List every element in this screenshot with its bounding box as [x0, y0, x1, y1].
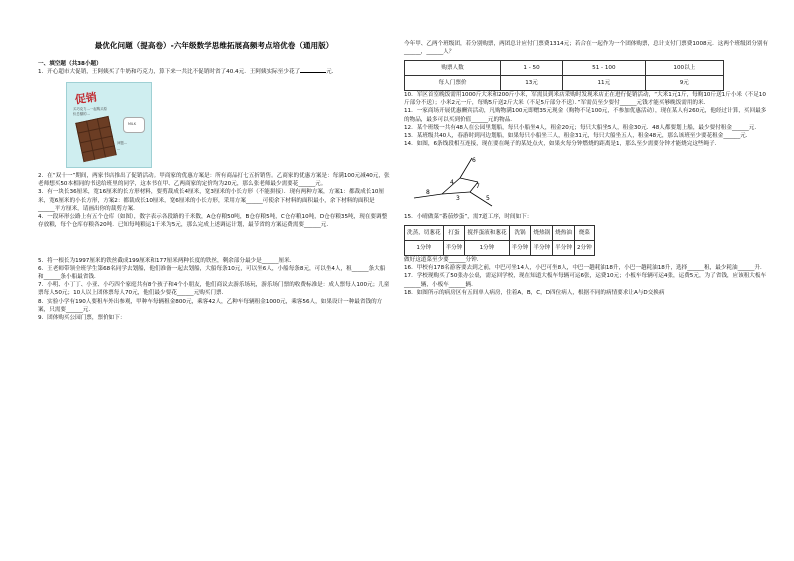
step-cell: 烧热锅 — [531, 226, 553, 241]
step-cell: 洗锅 — [509, 226, 531, 241]
question-15: 15．小晴做菜“番茄炒蛋”，需7道工序，时间如下： — [404, 214, 533, 221]
cooking-steps-table — [404, 225, 595, 256]
ticket-price-cell: 11元 — [563, 76, 646, 91]
step-cell: 烧菜 — [574, 226, 594, 241]
question-3: 3．有一块长36厘米，宽16厘米的长方形材料，要剪裁成长4厘米，宽3厘米的小长方形（不能拼接）．现有两种方案，方案1：都裁成长10厘米，宽6厘米的小长方形，方案2：都裁成长10厘米，宽6厘米的小长方形，采用方案______可使余下材料的面积最小，余下材料的面积是______平方厘米，请画出你的裁剪方案． — [38, 189, 385, 212]
ticket-header-cell: 51 - 100 — [563, 61, 646, 76]
step-cell: 搅拌蛋液和葱花 — [465, 226, 509, 241]
time-cell: 2分钟 — [574, 241, 594, 256]
promo-text-2: 价总额的… — [73, 112, 90, 117]
ticket-price-cell: 每人门票价 — [405, 76, 501, 91]
page-title: 最优化问题（提高卷）-六年级数学思维拓展高频考点培优卷（通用版） — [94, 41, 334, 50]
ticket-header-cell: 100以上 — [645, 61, 723, 76]
promo-image — [66, 82, 152, 168]
ticket-header-cell: 购票人数 — [405, 61, 501, 76]
rope-label: 4 — [450, 178, 454, 186]
question-11: 11．一家商场开展优惠酬宾活动，凡购物满100元即赠35元现金（购物不足100元，不参加优惠活动），现在某人有260元，他经过计算，买回最多的物品，最多可以买到价值______元的物品． — [404, 108, 767, 123]
step-cell: 烧热油 — [553, 226, 575, 241]
question-9: 9．团体购买公园门票，票价如下： — [38, 314, 126, 321]
promo-text-4: … — [117, 147, 121, 152]
question-14: 14．如图，6条线段相互连接，现在要在绳子的某处点火，如果火每分钟燃烧的距离是1，那么至少需要分钟才能烧完这些绳子． — [404, 140, 721, 147]
ticket-header-cell: 1 - 50 — [501, 61, 563, 76]
rope-label: 7 — [476, 182, 480, 190]
question-4: 4．一段环形公路上有五个仓库（如图），数字表示各段路的千米数，A仓存粮50吨，B仓存粮5吨，C仓存粮10吨，D仓存粮35吨，现在要调整存放粮，每个仓库存粮各20吨．已知每吨粮运1千米为5元，那么完成上述调运计划，最节省的方案运费需要______元． — [38, 213, 388, 228]
rope-label: 6 — [472, 156, 476, 164]
step-cell: 洗蒸，切葱花 — [405, 226, 444, 241]
question-1: 1．开心超市大促销，王阿姨买了牛奶和巧克力，算下来一共比不促销时省了40.4元．王阿姨实际至少花了 元． — [38, 69, 338, 76]
time-cell: 1分钟 — [405, 241, 444, 256]
question-2: 2．在“双十一”期间，两家书店推出了促销活动。甲商家的优惠方案是：所有商品打七五折销售。乙商家的优惠方案是：每满100元减40元，张老师想买50本相同的书送给班里的同学，这本书在甲、乙两商家的定价均为20元，那么张老师最少需要花______元。 — [38, 173, 390, 188]
promo-badge: 促销 — [74, 90, 98, 107]
question-15-answer: 做好这道菜至少要______分钟． — [404, 257, 483, 264]
question-9-continued: 今年甲、乙两个班级团，若分别购票，两团总计应付门票费1314元；若合在一起作为一个团体购票，总计支付门票费1008元．这两个班级团分别有______，______人？ — [404, 41, 769, 56]
left-column — [38, 60, 390, 322]
ticket-price-cell: 9元 — [645, 76, 723, 91]
step-cell: 打蛋 — [443, 226, 465, 241]
question-16: 16．甲校有178名游客要去到之前，中巴可坐14人，小巴可坐8人，中巴一趟耗油18升，小巴一趟耗油18升，选择______租，最少耗油______升． — [404, 265, 766, 272]
time-cell: 半分钟 — [553, 241, 575, 256]
question-5: 5．将一根长为1997厘米的铁丝截成199厘米和177厘米两种长度的铁丝，剩余部分最少是______厘米． — [38, 257, 296, 264]
question-13: 13．某班级共40人，春游时到河边划船，如果每只小船坐三人，租金31元，每只大船坐五人，租金48元，那么该班至少要花租金______元． — [404, 132, 752, 139]
ticket-price-table — [404, 60, 724, 91]
question-8: 8．实验小学有190人要租车外出参观，甲种车每辆租金800元，乘客42人，乙种车每辆租金1000元，乘客56人，如果设计一种最省钱的方案，只需要______元． — [38, 298, 383, 313]
time-cell: 半分钟 — [509, 241, 531, 256]
promo-text-1: 买巧克力…一起购买原 — [73, 107, 107, 112]
chocolate-bar — [75, 116, 117, 162]
rope-label: 8 — [426, 188, 430, 196]
question-18: 18．如图所示的病房区有五间单人病房，住着A，B，C，D四位病人，根据不同的病情要求让A与D交换病 — [404, 289, 665, 296]
milk-box: MILK — [123, 117, 145, 133]
question-12: 12．某个班级一共有48人在公园里划船，每只小船坐4人，租金20元；每只大船坐5人，租金30元．48人都要划上船，最少要付租金______元． — [404, 124, 760, 131]
rope-figure — [412, 150, 522, 210]
time-cell: 1分钟 — [465, 241, 509, 256]
rope-label: 5 — [486, 194, 490, 202]
time-cell: 半分钟 — [443, 241, 465, 256]
rope-label: 3 — [456, 194, 460, 202]
right-column — [404, 40, 770, 297]
question-10: 10．军区首室晚饭需用1000斤大米和200斤小米，军需员到米店采购时发现米店正在进行促销活动，“大米1元1斤，每购10斤送1斤小米（不足10斤部分不送）；小米2元一斤，每购5斤送2斤大米（不足5斤部分不送）．”军需员至少要付______元钱才能买够晚饭需用的米． — [404, 92, 766, 107]
ticket-price-cell: 13元 — [501, 76, 563, 91]
section-heading: 一、填空题（共38小题） — [38, 61, 102, 67]
question-17: 17．学校现购买了50张办公桌，需运回学校，现在知道大板车每辆可运6张，运费10元；小板车每辆可运4张，运费5元，为了省钱，应该租大板车______辆，小板车______辆． — [404, 273, 767, 288]
promo-text-3: 问题… — [117, 141, 128, 146]
question-7: 7．小明、小丁丁、小亚、小巧四个家庭共有8个孩子和4个小朋友，他们商议去游乐场玩，游乐场门票的收费标准是：成人票每人100元；儿童票每人50元；10人以上团体票每人70元，他们最少要花______元购买门票． — [38, 282, 390, 297]
time-cell: 半分钟 — [531, 241, 553, 256]
question-6: 6．王老师带领全班学生第68名同学去划船，他们准备一起去划船，大船每条10元，可以坐6人，小船每条8元，可以坐4人，租______条大船和______条小船最省钱． — [38, 266, 386, 281]
